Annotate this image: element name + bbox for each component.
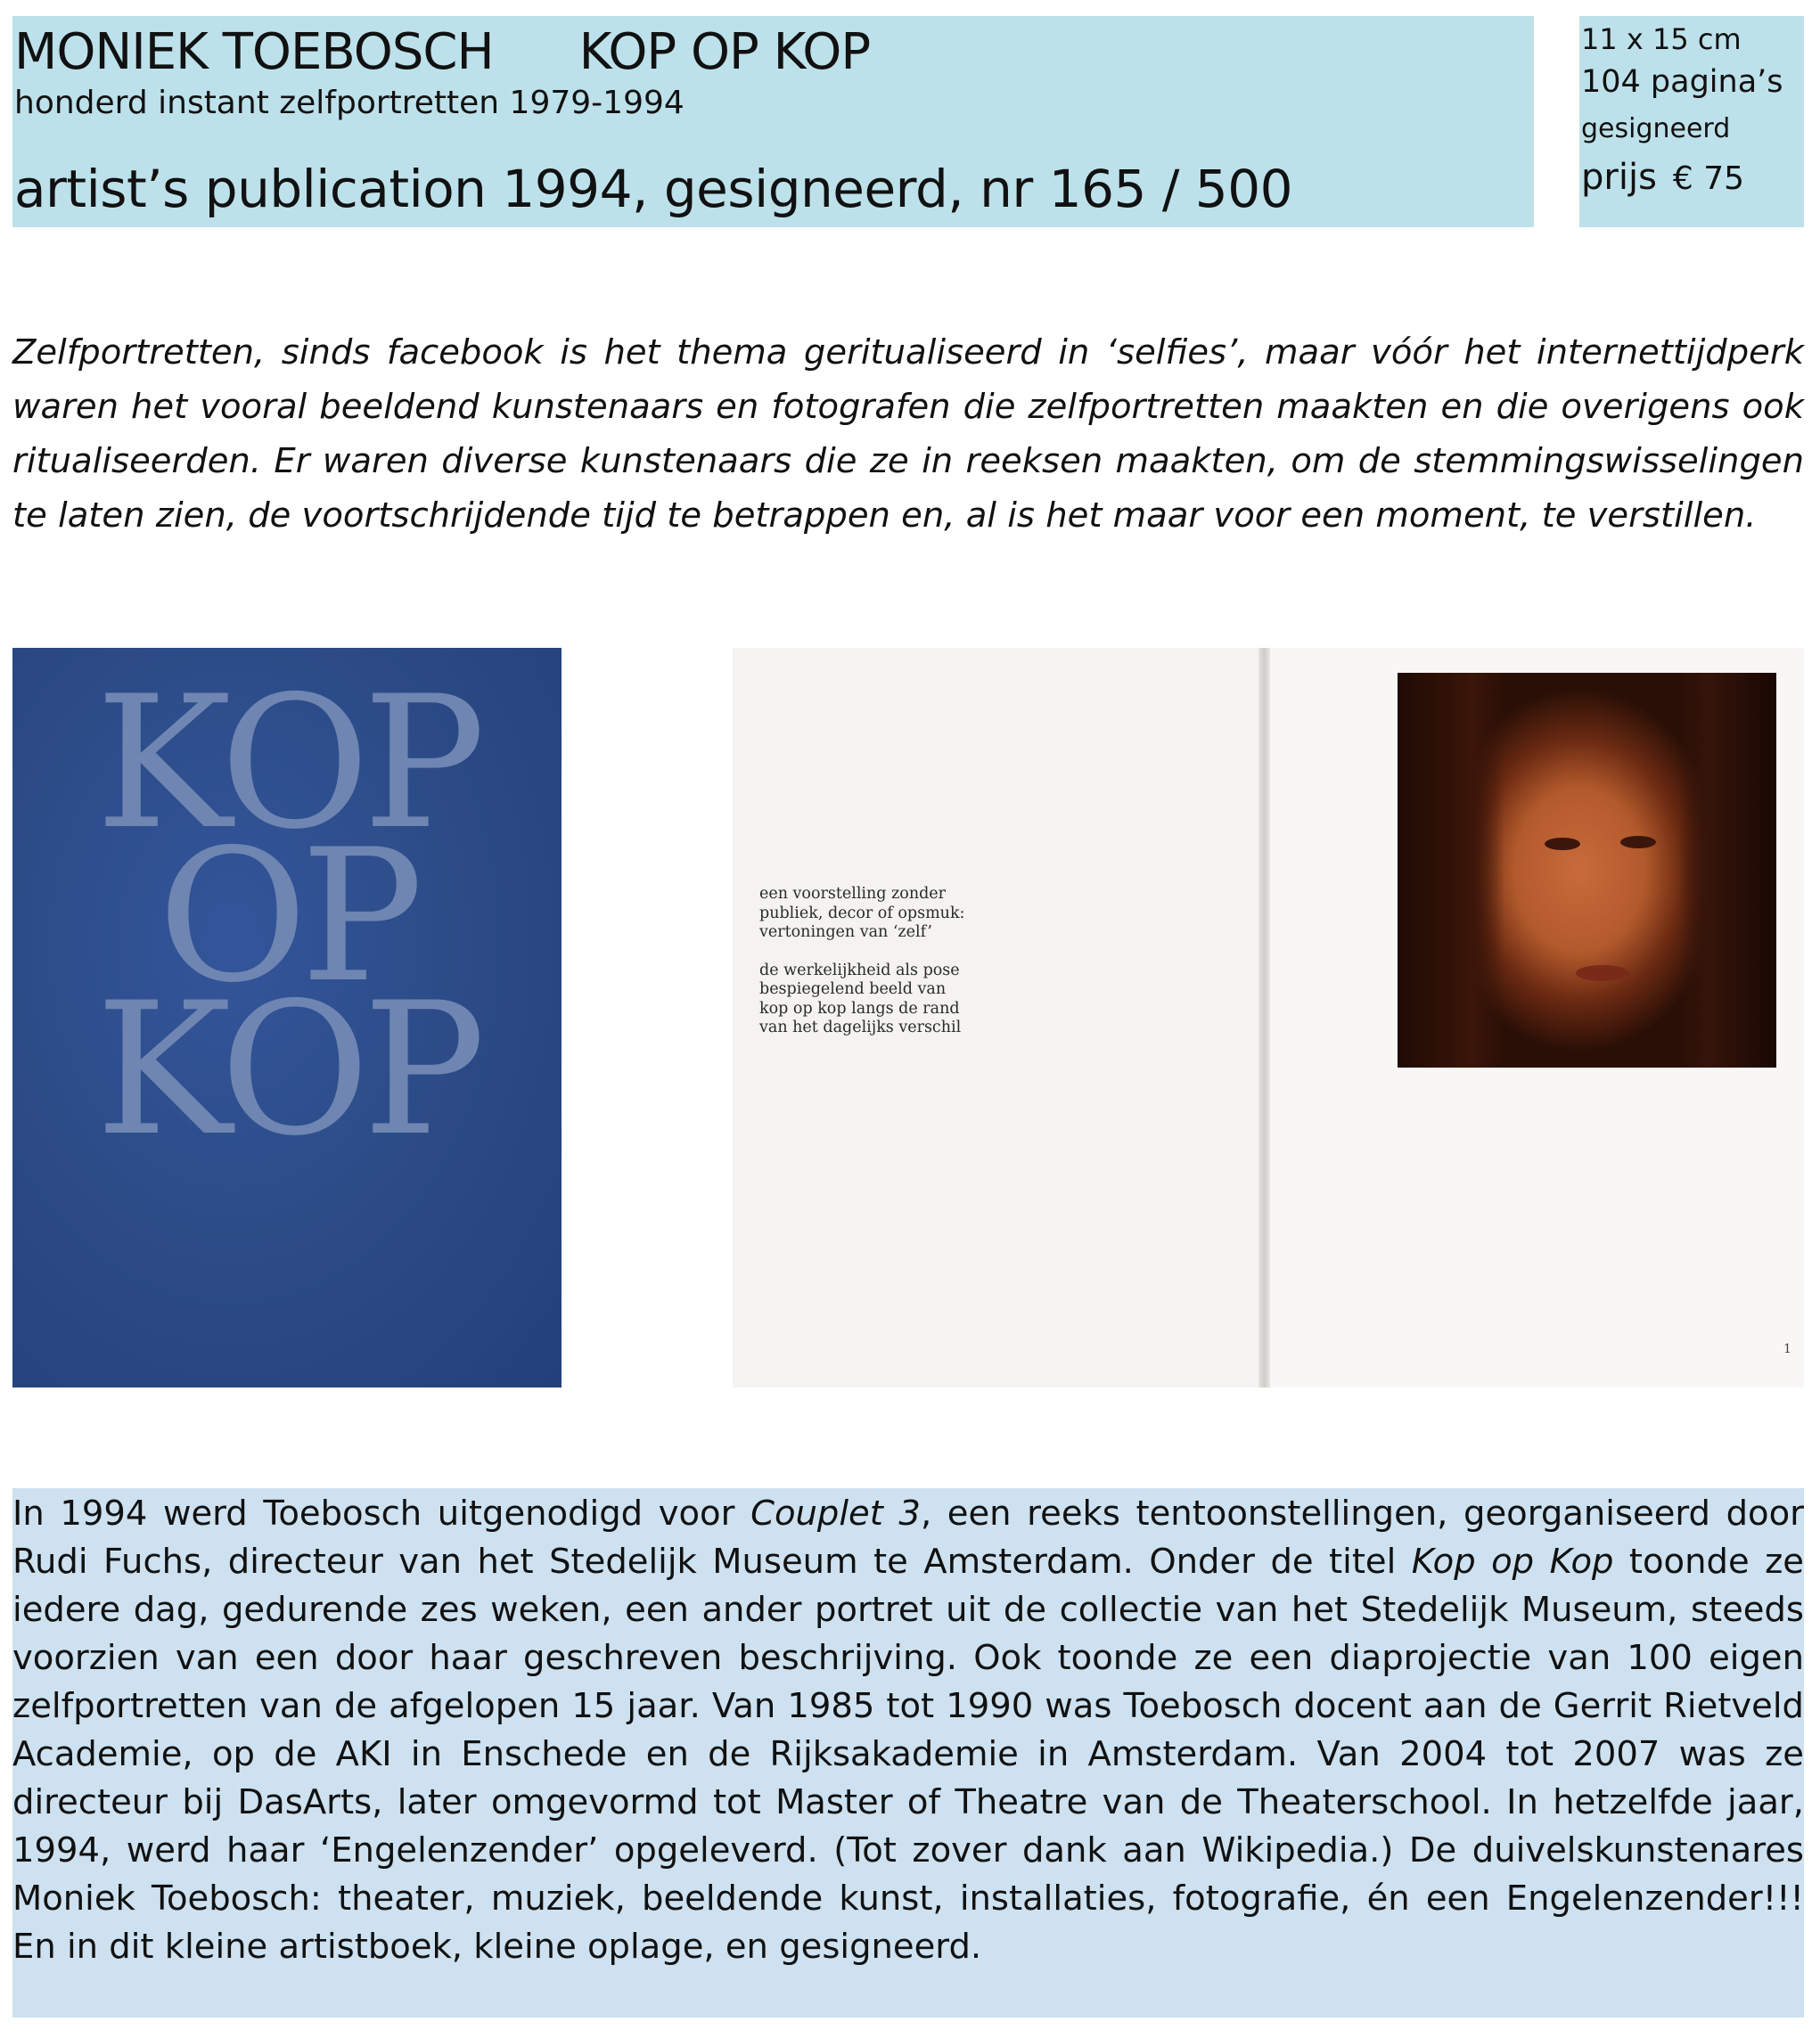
book-spread-image (733, 648, 1804, 1387)
poem-line: kop op kop langs de rand (759, 999, 960, 1018)
body-paragraph (12, 1490, 1804, 1971)
size-text: 11 x 15 cm (1581, 22, 1742, 56)
poem-text (759, 885, 1045, 1057)
poem-stanza-2 (759, 962, 1045, 1038)
book-cover-image (12, 648, 562, 1387)
body-italic-couplet: Couplet 3 (750, 1494, 921, 1534)
photo-eye-left (1545, 838, 1580, 850)
details-box (1579, 16, 1804, 227)
body-text-2: , een reeks tentoonstellingen, georganiseerd door Rudi Fuchs, directeur van het Stedelijk Museum te Amsterdam. Onder de titel (12, 1494, 1804, 1582)
book-title: KOP OP KOP (578, 23, 871, 81)
poem-line: de werkelijkheid als pose (759, 961, 960, 979)
poem-line: een voorstelling zonder (759, 885, 947, 903)
cover-word-3: KOP (95, 964, 479, 1176)
title-row (14, 21, 1534, 84)
book-spine (1258, 648, 1270, 1387)
price-label: prijs (1581, 157, 1657, 198)
poem-line: bespiegelend beeld van (759, 980, 947, 998)
body-text-1: In 1994 werd Toebosch uitgenodigd voor (12, 1494, 751, 1534)
subtitle: honderd instant zelfportretten 1979-1994 (14, 85, 685, 121)
artist-name: MONIEK TOEBOSCH (14, 23, 494, 81)
poem-line: publiek, decor of opsmuk: (759, 904, 965, 922)
photo-hair-left (1398, 673, 1504, 1068)
price-value: € 75 (1672, 160, 1745, 197)
pages-text: 104 pagina’s (1581, 64, 1783, 100)
spread-left-page (733, 648, 1258, 1387)
body-italic-title: Kop op Kop (1411, 1542, 1614, 1582)
photo-hair-right (1678, 673, 1776, 1068)
cover-word-2: OP (158, 811, 416, 1023)
photo-eye-right (1620, 836, 1656, 848)
photo-mouth (1576, 965, 1629, 981)
signed-text: gesigneerd (1581, 113, 1731, 144)
price-line (1581, 153, 1804, 203)
poem-stanza-1 (759, 885, 1045, 943)
poem-line: van het dagelijks verschil (759, 1019, 962, 1036)
page-number: 1 (1783, 1342, 1791, 1356)
intro-paragraph: Zelfportretten, sinds facebook is het thema geritualiseerd in ‘selfies’, maar vóór het internettijdperk waren het vooral beeldend kunstenaars en fotografen die zelfportretten maakten en die overigens ook ritualiseerden. Er waren diverse kunstenaars die ze in reeksen maakten, om de stemmingswisselingen te laten zien, de voortschrijdende tijd te betrappen en, al is het maar voor een moment, te verstillen. (12, 332, 1804, 536)
publication-line: artist’s publication 1994, gesigneerd, nr 165 / 500 (14, 159, 1293, 219)
body-text-3: toonde ze iedere dag, gedurende zes weken, een ander portret uit de collectie van het Stedelijk Museum, steeds voorzien van een door haar geschreven beschrijving. Ook toonde ze een diaprojectie van 100 eigen zelfportretten van de afgelopen 15 jaar. Van 1985 tot 1990 was Toebosch docent aan de Gerrit Rietveld Academie, op de AKI in Enschede en de Rijksakademie in Amsterdam. Van 2004 tot 2007 was ze directeur bij DasArts, later omgevormd tot Master of Theatre van de Theaterschool. In hetzelfde jaar, 1994, werd haar ‘Engelenzender’ opgeleverd. (Tot zover dank aan Wikipedia.) De duivelskunstenares Moniek Toebosch: theater, muziek, beeldende kunst, installaties, fotografie, én een Engelenzender!!! En in dit kleine artistboek, kleine oplage, en gesigneerd. (12, 1542, 1804, 1967)
spread-right-page (1270, 648, 1804, 1387)
poem-line: vertoningen van ‘zelf’ (759, 923, 932, 941)
cover-word-1: KOP (95, 658, 479, 870)
header-box (12, 16, 1534, 227)
self-portrait-photo (1398, 673, 1776, 1068)
